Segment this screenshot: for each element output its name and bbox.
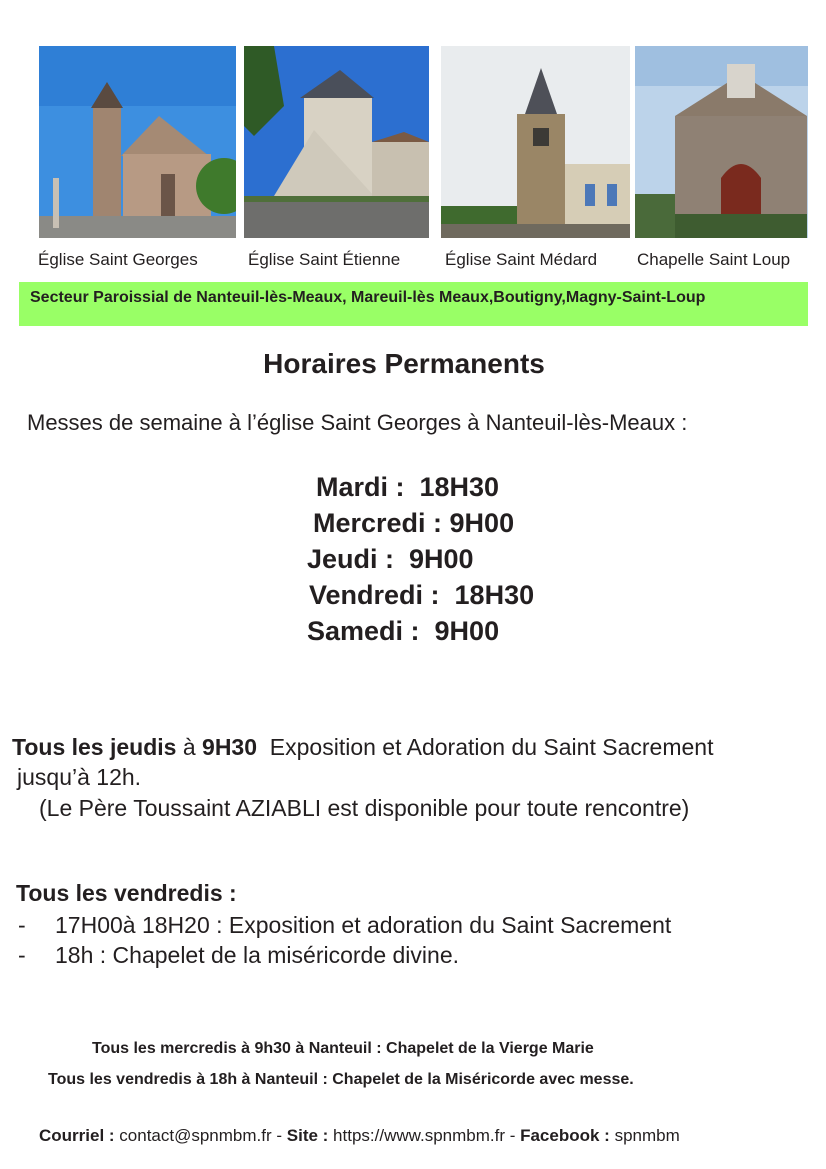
sector-banner — [19, 282, 808, 326]
jeudis-connector: à — [176, 734, 203, 760]
facebook-label: Facebook : — [520, 1126, 610, 1145]
vendredis-item-1: 17H00à 18H20 : Exposition et adoration du Saint Sacrement — [55, 912, 672, 938]
jeudis-line — [12, 734, 713, 761]
caption-saint-medard: Église Saint Médard — [445, 250, 598, 269]
email-value[interactable]: contact@spnmbm.fr - — [114, 1126, 287, 1145]
schedule-samedi: Samedi : 9H00 — [307, 616, 500, 646]
bullet-2: - — [18, 942, 26, 968]
jeudis-line-3: (Le Père Toussaint AZIABLI est disponible pour toute rencontre) — [39, 795, 690, 821]
note-vendredis: Tous les vendredis à 18h à Nanteuil : Chapelet de la Miséricorde avec messe. — [48, 1071, 634, 1088]
photo-eglise-saint-medard — [441, 46, 630, 238]
site-value[interactable]: https://www.spnmbm.fr - — [328, 1126, 521, 1145]
photo-eglise-saint-etienne — [244, 46, 429, 238]
caption-saint-etienne: Église Saint Étienne — [248, 250, 401, 269]
vendredis-heading: Tous les vendredis : — [16, 880, 237, 906]
schedule-mardi: Mardi : 18H30 — [316, 472, 500, 502]
photo-eglise-saint-georges — [39, 46, 236, 238]
jeudis-line-2: jusqu’à 12h. — [17, 764, 142, 790]
email-label: Courriel : — [39, 1126, 115, 1145]
site-label: Site : — [286, 1126, 329, 1145]
vendredis-item-2: 18h : Chapelet de la miséricorde divine. — [55, 942, 460, 968]
bullet-1: - — [18, 912, 26, 938]
schedule-mercredi: Mercredi : 9H00 — [313, 508, 515, 538]
note-mercredis: Tous les mercredis à 9h30 à Nanteuil : Chapelet de la Vierge Marie — [92, 1040, 594, 1057]
caption-saint-georges: Église Saint Georges — [38, 250, 198, 269]
photo-chapelle-saint-loup — [635, 46, 808, 238]
schedule-vendredi: Vendredi : 18H30 — [309, 580, 535, 610]
page-title: Horaires Permanents — [263, 348, 545, 379]
jeudis-rest: Exposition et Adoration du Saint Sacrement — [257, 734, 714, 760]
facebook-value[interactable]: spnmbm — [609, 1126, 680, 1145]
sector-banner-text: Secteur Paroissial de Nanteuil-lès-Meaux, Mareuil-lès Meaux,Boutigny,Magny-Saint-Loup — [30, 289, 706, 306]
schedule-jeudi: Jeudi : 9H00 — [307, 544, 474, 574]
weekday-masses-intro: Messes de semaine à l’église Saint Georges à Nanteuil-lès-Meaux : — [27, 410, 688, 435]
contact-line — [39, 1126, 680, 1146]
jeudis-lead: Tous les jeudis — [12, 734, 177, 760]
jeudis-time: 9H30 — [202, 734, 258, 760]
caption-saint-loup: Chapelle Saint Loup — [637, 250, 791, 269]
